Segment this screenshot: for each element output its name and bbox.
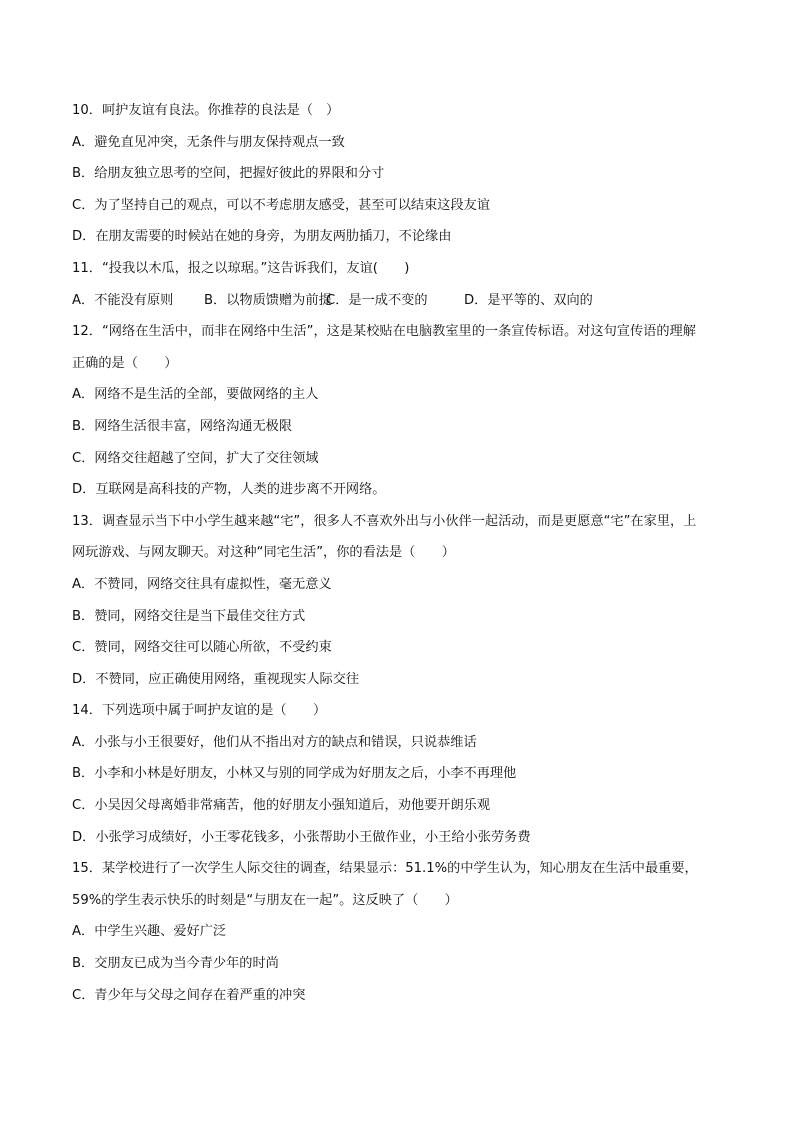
question-10-option-c: C．为了坚持自己的观点，可以不考虑朋友感受，甚至可以结束这段友谊 bbox=[72, 197, 491, 213]
question-13-option-a: A．不赞同，网络交往具有虚拟性，毫无意义 bbox=[72, 576, 332, 592]
question-15-option-a: A．中学生兴趣、爱好广泛 bbox=[72, 924, 227, 940]
question-15-option-b: B．交朋友已成为当今青少年的时尚 bbox=[72, 956, 279, 972]
question-15-stem-line2: 59%的学生表示快乐的时刻是“与朋友在一起”。这反映了（ ） bbox=[72, 892, 458, 908]
question-13-stem-line1: 13．调查显示当下中小学生越来越“宅”，很多人不喜欢外出与小伙伴一起活动，而是更愿意“宅”在家里，上 bbox=[72, 513, 697, 529]
question-11-option-a: A．不能没有原则 bbox=[72, 292, 174, 308]
question-12-option-a: A．网络不是生活的全部，要做网络的主人 bbox=[72, 387, 319, 403]
question-14-stem: 14．下列选项中属于呵护友谊的是（ ） bbox=[72, 703, 327, 719]
question-10-option-a: A．避免直见冲突，无条件与朋友保持观点一致 bbox=[72, 134, 345, 150]
question-10-option-b: B．给朋友独立思考的空间，把握好彼此的界限和分寸 bbox=[72, 166, 385, 182]
question-12-option-c: C．网络交往超越了空间，扩大了交往领域 bbox=[72, 450, 319, 466]
question-14-option-a: A．小张与小王很要好，他们从不指出对方的缺点和错误，只说恭维话 bbox=[72, 734, 477, 750]
question-13-stem-line2: 网玩游戏、与网友聊天。对这种“同宅生活”，你的看法是（ ） bbox=[72, 545, 455, 561]
question-11-option-c: C．是一成不变的 bbox=[326, 292, 428, 308]
question-12-option-d: D．互联网是高科技的产物，人类的进步离不开网络。 bbox=[72, 482, 386, 498]
question-12-option-b: B．网络生活很丰富，网络沟通无极限 bbox=[72, 418, 293, 434]
question-10-stem: 10．呵护友谊有良法。你推荐的良法是（ ） bbox=[72, 103, 340, 118]
question-15-stem-line1: 15．某学校进行了一次学生人际交往的调查，结果显示：51.1%的中学生认为，知心朋友在生活中最重要， bbox=[72, 861, 698, 877]
question-13-option-c: C．赞同，网络交往可以随心所欲，不受约束 bbox=[72, 640, 332, 656]
question-12-stem-line2: 正确的是（ ） bbox=[72, 355, 178, 371]
question-11-options bbox=[72, 290, 728, 311]
question-11-option-b: B．以物质馈赠为前提 bbox=[204, 292, 332, 308]
question-14-option-d: D．小张学习成绩好，小王零花钱多，小张帮助小王做作业，小王给小张劳务费 bbox=[72, 829, 531, 845]
question-11-stem: 11．“投我以木瓜，报之以琼琚。”这告诉我们，友谊( ) bbox=[72, 260, 410, 276]
question-10-option-d: D．在朋友需要的时候站在她的身旁，为朋友两肋插刀，不论缘由 bbox=[72, 229, 452, 245]
question-15-option-c: C．青少年与父母之间存在着严重的冲突 bbox=[72, 987, 306, 1003]
question-11-option-d: D．是平等的、双向的 bbox=[464, 292, 593, 308]
question-12-stem-line1: 12．“网络在生活中，而非在网络中生活”，这是某校贴在电脑教室里的一条宣传标语。对这句宣传语的理解 bbox=[72, 324, 696, 340]
question-list bbox=[72, 100, 728, 1016]
question-13-option-b: B．赞同，网络交往是当下最佳交往方式 bbox=[72, 608, 306, 624]
question-14-option-b: B．小李和小林是好朋友，小林又与别的同学成为好朋友之后，小李不再理他 bbox=[72, 766, 517, 782]
question-14-option-c: C．小吴因父母离婚非常痛苦，他的好朋友小强知道后，劝他要开朗乐观 bbox=[72, 798, 491, 814]
question-13-option-d: D．不赞同，应正确使用网络，重视现实人际交往 bbox=[72, 671, 360, 687]
